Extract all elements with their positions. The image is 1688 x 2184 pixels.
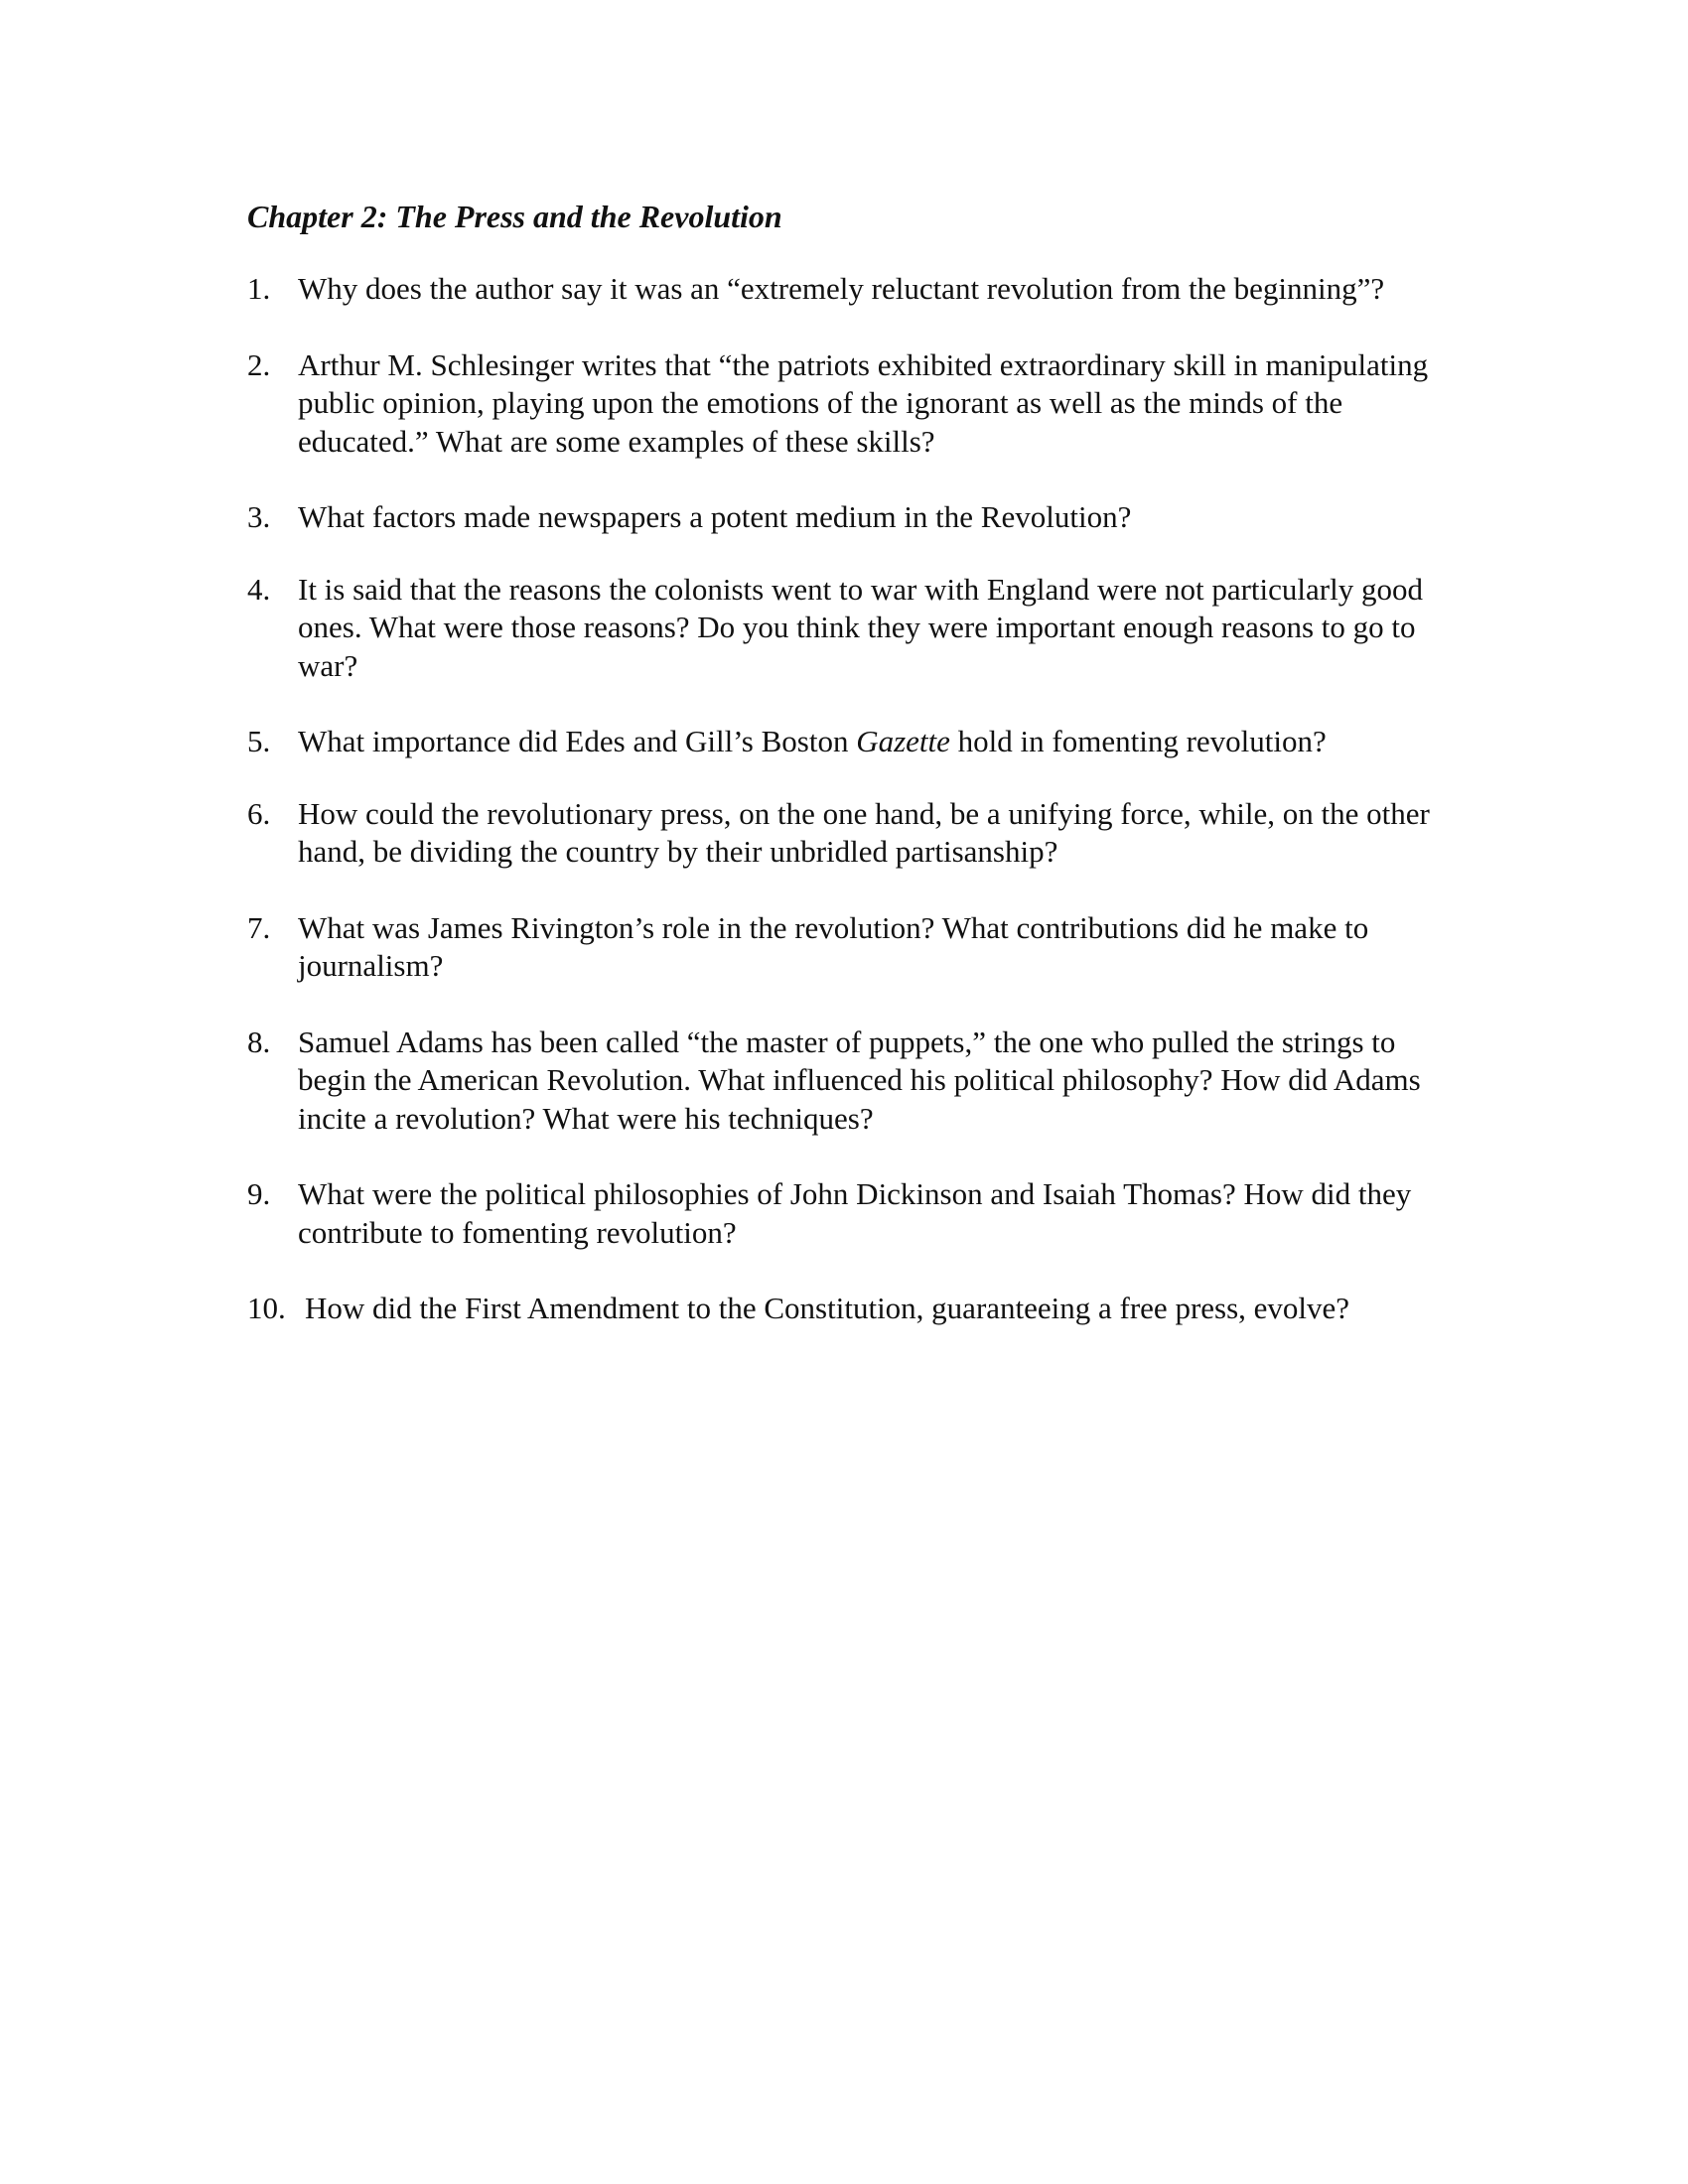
question-number: 7. [247,909,271,945]
question-text: Samuel Adams has been called “the master of puppets,” the one who pulled the strings to begin the American Revolution. What influenced his political philosophy? How did Adams incite a revolution? What were his techniques? [298,1024,1421,1136]
question-number: 5. [247,724,271,758]
question-number: 6. [247,795,271,831]
question-item [247,909,1469,986]
question-item [247,1175,1469,1252]
question-item [247,346,1469,462]
question-text: How could the revolutionary press, on the one hand, be a unifying force, while, on the other hand, be dividing the country by their unbridled partisanship? [298,795,1430,869]
question-text-part: hold in fomenting revolution? [949,724,1327,758]
question-item [247,795,1469,872]
question-text: What factors made newspapers a potent medium in the Revolution? [298,499,1132,534]
question-text: How did the First Amendment to the Constitution, guaranteeing a free press, evolve? [305,1291,1350,1325]
question-number: 1. [247,271,271,306]
question-item [247,571,1469,686]
question-text: Arthur M. Schlesinger writes that “the patriots exhibited extraordinary skill in manipulating public opinion, playing upon the emotions of the ignorant as well as the minds of the educated.” What are some examples of these skills? [298,346,1429,459]
question-text: Why does the author say it was an “extremely reluctant revolution from the beginning”? [298,271,1385,306]
question-number: 9. [247,1176,271,1211]
newspaper-title: Gazette [856,724,950,758]
question-item [247,1290,1469,1328]
chapter-title: Chapter 2: The Press and the Revolution [247,199,782,234]
question-item [247,723,1469,761]
question-text-part: What importance did Edes and Gill’s Boston [298,724,857,758]
question-item [247,270,1469,309]
question-number: 10. [247,1291,286,1325]
question-number: 2. [247,346,271,382]
question-text [298,723,1469,761]
question-text: It is said that the reasons the colonists went to war with England were not particularly good ones. What were those reasons? Do you think they were important enough reasons to go to war? [298,571,1423,683]
question-text: What was James Rivington’s role in the revolution? What contributions did he make to journalism? [298,909,1369,983]
question-list [247,270,1469,1366]
question-text: What were the political philosophies of John Dickinson and Isaiah Thomas? How did they contribute to fomenting revolution? [298,1176,1412,1250]
question-number: 4. [247,571,271,607]
question-item [247,1024,1469,1139]
question-item [247,498,1469,537]
question-number: 8. [247,1024,271,1059]
question-number: 3. [247,499,271,534]
